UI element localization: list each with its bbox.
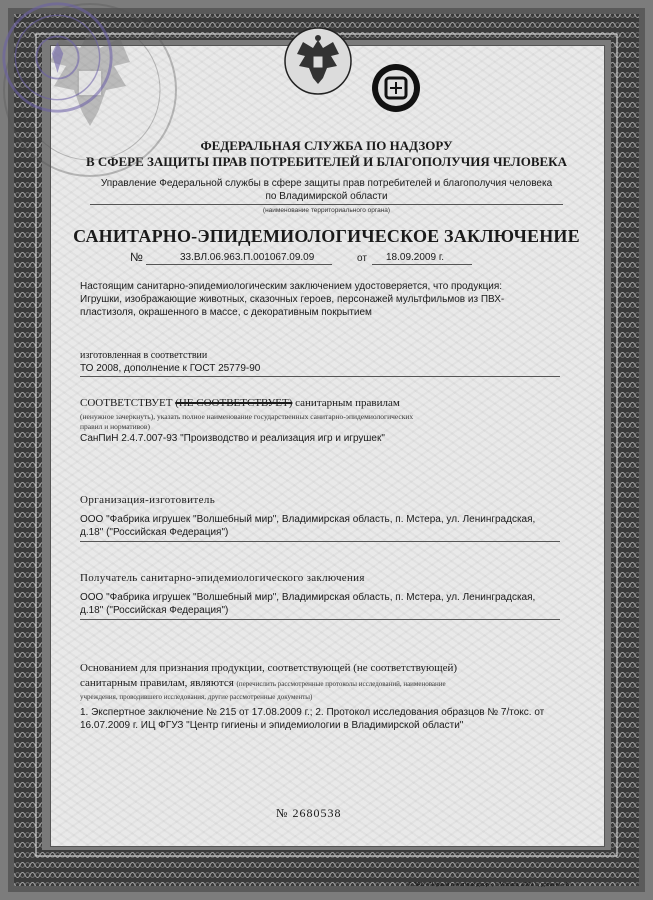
basis-text-2: 16.07.2009 г. ИЦ ФГУЗ "Центр гигиены и эпидемиологии в Владимирской области" bbox=[80, 720, 464, 731]
office-caption: (наименование территориального органа) bbox=[262, 207, 391, 214]
compliance-rules: СанПиН 2.4.7.007-93 "Производство и реализация игр и игрушек" bbox=[80, 433, 385, 444]
product-line-1: Игрушки, изображающие животных, сказочных героев, персонажей мультфильмов из ПВХ- bbox=[80, 294, 505, 305]
manufacture-label: изготовленная в соответствии bbox=[80, 350, 208, 361]
basis-line-1: Основанием для признания продукции, соответствующей (не соответствующей) bbox=[80, 662, 458, 674]
date-value: 18.09.2009 г. bbox=[386, 252, 445, 263]
agency-line-1: ФЕДЕРАЛЬНАЯ СЛУЖБА ПО НАДЗОРУ bbox=[200, 138, 453, 153]
product-line-2: пластизоля, окрашенного в массе, с декоративным покрытием bbox=[80, 307, 372, 318]
recipient-line-1: ООО "Фабрика игрушек "Волшебный мир", Владимирская область, п. Мстера, ул. Ленинградская, bbox=[80, 592, 536, 603]
office-rule bbox=[90, 204, 563, 205]
coat-of-arms-icon bbox=[283, 26, 353, 96]
agency-line-2: В СФЕРЕ ЗАЩИТЫ ПРАВ ПОТРЕБИТЕЛЕЙ И БЛАГОПОЛУЧИЯ ЧЕЛОВЕКА bbox=[86, 154, 567, 169]
date-rule bbox=[372, 264, 472, 265]
compliance-note-2: правил и нормативов) bbox=[80, 422, 150, 431]
compliance-word: СООТВЕТСТВУЕТ bbox=[80, 397, 173, 409]
maker-rule bbox=[80, 541, 560, 542]
maker-line-2: д.18" ("Российская Федерация") bbox=[80, 527, 229, 538]
printer-note: © ЗАО «Первый печатный двор», г. Москва, 2009 г., уровень «Б» bbox=[408, 882, 573, 888]
office-line-1: Управление Федеральной службы в сфере защиты прав потребителей и благополучия человека bbox=[100, 178, 553, 189]
serial-number: № 2680538 bbox=[276, 806, 342, 820]
recipient-label: Получатель санитарно-эпидемиологического заключения bbox=[80, 572, 365, 584]
product-intro: Настоящим санитарно-эпидемиологическим заключением удостоверяется, что продукция: bbox=[80, 281, 503, 292]
basis-line-2-wrap bbox=[80, 677, 446, 689]
compliance-line bbox=[80, 397, 400, 409]
number-value: 33.ВЛ.06.963.П.001067.09.09 bbox=[180, 252, 315, 263]
compliance-note-1: (ненужное зачеркнуть), указать полное наименование государственных санитарно-эпидемиологических bbox=[80, 412, 414, 421]
official-seal-icon bbox=[0, 0, 115, 115]
compliance-crossed: (НЕ СООТВЕТСТВУЕТ) bbox=[175, 397, 293, 409]
basis-line-2: санитарным правилам, являются bbox=[80, 677, 234, 689]
recipient-rule bbox=[80, 619, 560, 620]
compliance-suffix: санитарным правилам bbox=[295, 397, 400, 409]
maker-label: Организация-изготовитель bbox=[80, 494, 216, 506]
basis-note-1: (перечислить рассмотренные протоколы исследований, наименование bbox=[236, 680, 446, 688]
sanitary-mark-icon bbox=[370, 62, 422, 114]
basis-note-2: учреждения, проводившего исследования, другие рассмотренные документы) bbox=[80, 693, 313, 701]
manufacture-rule bbox=[80, 376, 560, 377]
date-label: от bbox=[357, 253, 367, 264]
number-label: № bbox=[130, 250, 143, 264]
number-rule bbox=[146, 264, 332, 265]
document-title: САНИТАРНО-ЭПИДЕМИОЛОГИЧЕСКОЕ ЗАКЛЮЧЕНИЕ bbox=[73, 226, 580, 246]
recipient-line-2: д.18" ("Российская Федерация") bbox=[80, 605, 229, 616]
maker-line-1: ООО "Фабрика игрушек "Волшебный мир", Владимирская область, п. Мстера, ул. Ленинградская, bbox=[80, 514, 536, 525]
manufacture-value: ТО 2008, дополнение к ГОСТ 25779-90 bbox=[80, 363, 261, 374]
basis-text-1: 1. Экспертное заключение № 215 от 17.08.2009 г.; 2. Протокол исследования образцов № 7/токс. от bbox=[80, 707, 545, 718]
office-line-2: по Владимирской области bbox=[265, 191, 388, 202]
